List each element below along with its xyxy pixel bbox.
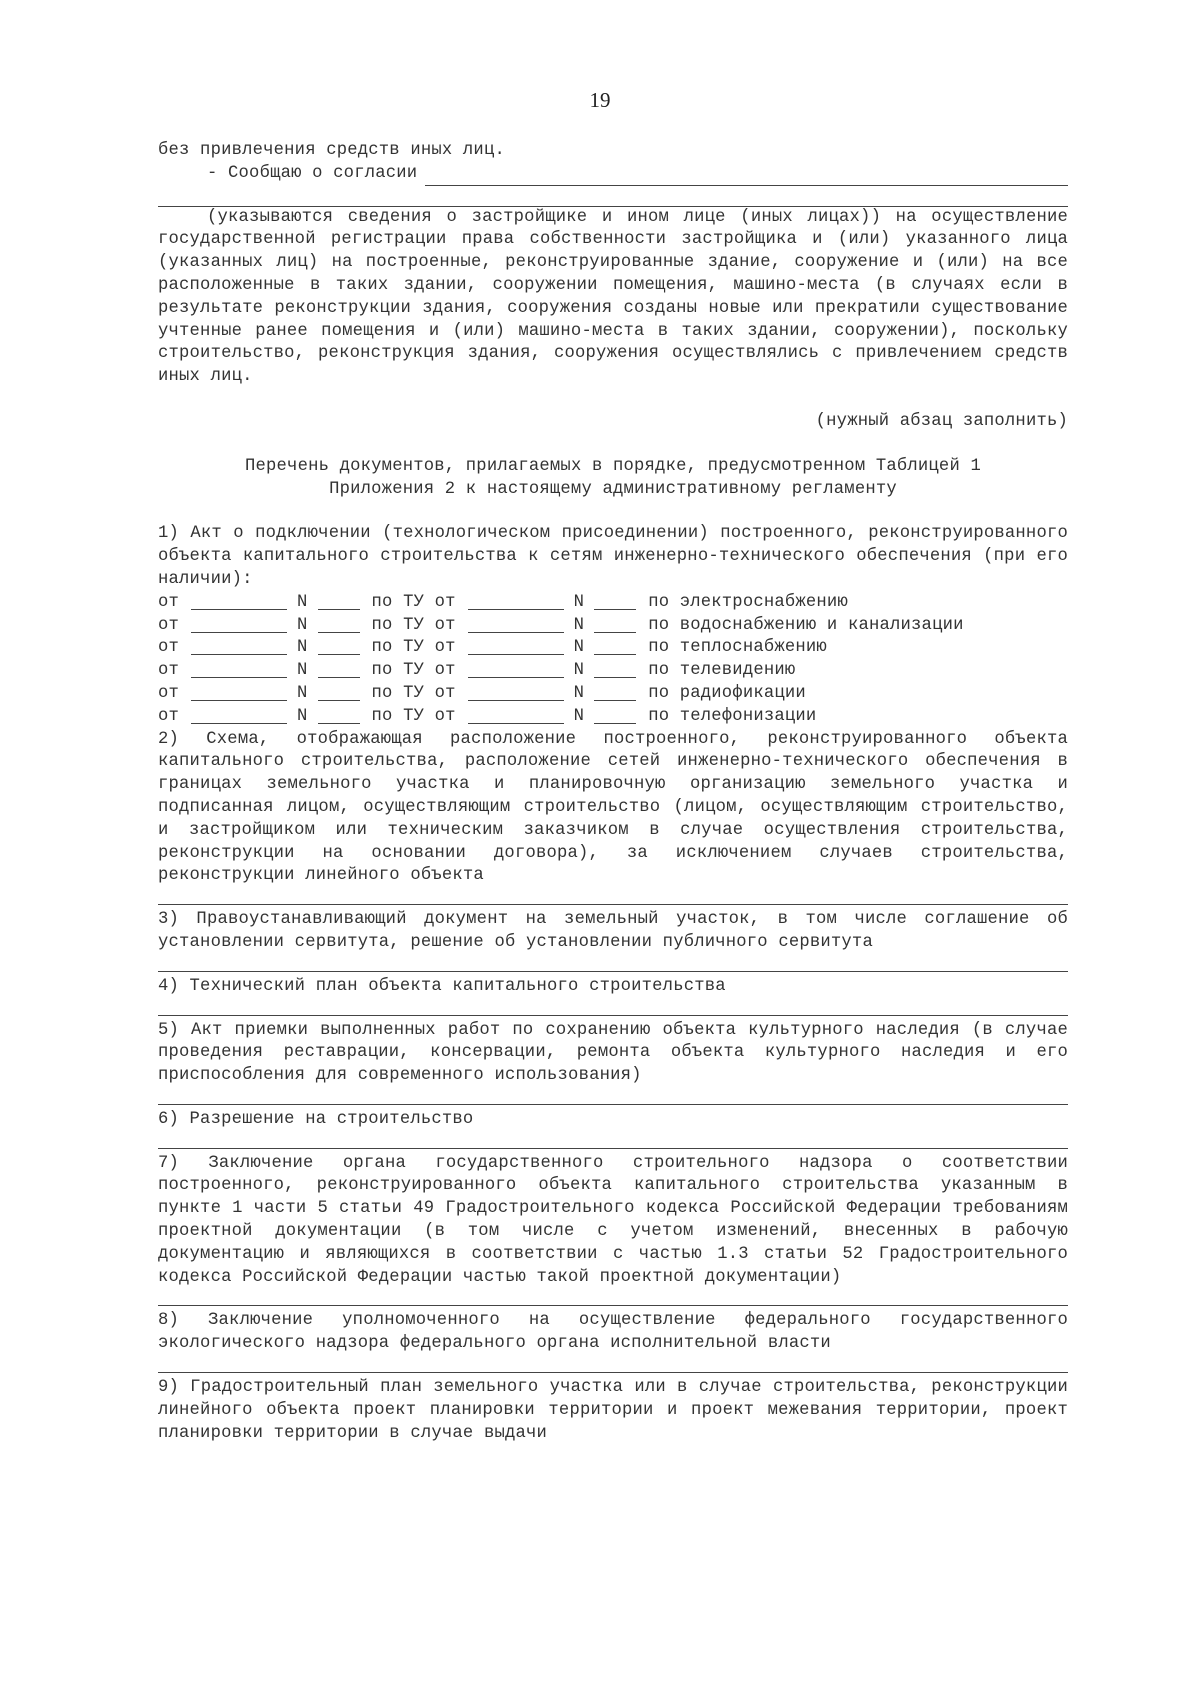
tu-label: по ТУ от xyxy=(371,638,456,658)
tu-row xyxy=(158,637,1068,660)
date-blank xyxy=(191,660,287,678)
tu-row xyxy=(158,592,1068,615)
number-label: N xyxy=(297,592,308,612)
tu-purpose: по теплоснабжению xyxy=(648,638,827,658)
tu-number-label: N xyxy=(573,683,585,703)
tu-date-blank xyxy=(468,615,564,633)
number-blank xyxy=(318,706,360,724)
tu-row-from: от xyxy=(158,661,180,681)
tu-number-label: N xyxy=(573,592,585,612)
number-label: N xyxy=(297,615,308,635)
tu-row xyxy=(158,660,1068,683)
tu-date-blank xyxy=(468,592,564,610)
tu-label: по ТУ от xyxy=(371,592,456,612)
tu-purpose: по телефонизации xyxy=(648,706,817,726)
date-blank xyxy=(191,615,287,633)
page-content xyxy=(158,140,1068,1445)
document-item-6: 6) Разрешение на строительство xyxy=(158,1109,474,1129)
tu-row xyxy=(158,615,1068,638)
separator-line xyxy=(158,1132,1068,1149)
tu-number-blank xyxy=(594,637,636,655)
document-item-2: 2) Схема, отображающая расположение построенного, реконструированного объекта капитального строительства, расположение сетей инженерно-технического обеспечения в границах земельного участка и планировочную организацию земельного участка и подписанная лицом, осуществляющим строительство (лицом, осуществляющим строительство, и застройщиком или техническим заказчиком в случае осуществления строительства, реконструкции на основании договора), за исключением случаев строительства, реконструкции линейного объекта xyxy=(158,729,1068,886)
tu-row xyxy=(158,683,1068,706)
date-blank xyxy=(191,637,287,655)
consent-fill-line xyxy=(425,168,1068,186)
number-label: N xyxy=(297,683,308,703)
tu-number-blank xyxy=(594,660,636,678)
separator-line xyxy=(158,888,1068,905)
consent-note: (указываются сведения о застройщике и ином лице (иных лицах)) на осуществление государственной регистрации права собственности застройщика и (или) указанного лица (указанных лиц) на построенные, реконструированные здание, сооружение и (или) на все расположенные в таких здании, сооружении помещения, машино-места (в случаях если в результате реконструкции здания, сооружения созданы новые или прекратили существование учтенные ранее помещения и (или) машино-места в таких здании, сооружении), поскольку строительство, реконструкция здания, сооружения осуществлялись с привлечением средств иных лиц. xyxy=(158,207,1068,387)
tu-purpose: по электроснабжению xyxy=(648,592,848,612)
tu-number-blank xyxy=(594,615,636,633)
date-blank xyxy=(191,683,287,701)
number-blank xyxy=(318,683,360,701)
tu-date-blank xyxy=(468,637,564,655)
separator-line xyxy=(158,1088,1068,1105)
tu-number-blank xyxy=(594,592,636,610)
tu-purpose: по радиофикации xyxy=(648,683,806,703)
tu-number-label: N xyxy=(573,706,585,726)
list-heading-line-2: Приложения 2 к настоящему административному регламенту xyxy=(329,479,897,499)
tu-row xyxy=(158,706,1068,729)
document-item-1: 1) Акт о подключении (технологическом присоединении) построенного, реконструированного объекта капитального строительства к сетям инженерно-технического обеспечения (при его наличии): xyxy=(158,524,1068,589)
tu-label: по ТУ от xyxy=(371,661,456,681)
list-heading-line-1: Перечень документов, прилагаемых в порядке, предусмотренном Таблицей 1 xyxy=(245,456,981,476)
tu-date-blank xyxy=(468,706,564,724)
tu-purpose: по телевидению xyxy=(648,661,796,681)
separator-line xyxy=(158,999,1068,1016)
document-item-3: 3) Правоустанавливающий документ на земельный участок, в том числе соглашение об установлении сервитута, решение об установлении публичного сервитута xyxy=(158,910,1068,952)
tu-date-blank xyxy=(468,683,564,701)
tu-label: по ТУ от xyxy=(371,706,456,726)
tu-label: по ТУ от xyxy=(371,615,456,635)
tu-number-blank xyxy=(594,683,636,701)
tu-row-from: от xyxy=(158,683,180,703)
document-item-9: 9) Градостроительный план земельного участка или в случае строительства, реконструкции линейного объекта проект планировки территории и проект межевания территории, проект планировки территории в случае выдачи xyxy=(158,1378,1068,1443)
tu-number-label: N xyxy=(573,615,585,635)
tu-row-from: от xyxy=(158,592,180,612)
document-item-8: 8) Заключение уполномоченного на осуществление федерального государственного экологического надзора федерального органа исполнительной власти xyxy=(158,1311,1068,1354)
tu-date-blank xyxy=(468,660,564,678)
tu-rows xyxy=(158,592,1068,729)
intro-line: без привлечения средств иных лиц. xyxy=(158,141,505,160)
number-label: N xyxy=(297,706,308,726)
date-blank xyxy=(191,592,287,610)
consent-label: - Сообщаю о согласии xyxy=(207,163,418,183)
page-number: 19 xyxy=(589,88,611,112)
tu-purpose: по водоснабжению и канализации xyxy=(648,615,964,635)
tu-number-blank xyxy=(594,706,636,724)
number-blank xyxy=(318,615,360,633)
separator-line xyxy=(158,1356,1068,1373)
tu-row-from: от xyxy=(158,615,180,635)
number-blank xyxy=(318,660,360,678)
document-item-5: 5) Акт приемки выполненных работ по сохранению объекта культурного наследия (в случае проведения реставрации, консервации, ремонта объекта культурного наследия и его приспособления для современного использования) xyxy=(158,1020,1068,1086)
number-label: N xyxy=(297,661,308,681)
tu-number-label: N xyxy=(573,638,585,658)
tu-row-from: от xyxy=(158,638,180,658)
consent-fill-line-2 xyxy=(158,186,1068,207)
tu-row-from: от xyxy=(158,706,180,726)
number-label: N xyxy=(297,638,308,658)
fill-note: (нужный абзац заполнить) xyxy=(815,411,1068,431)
date-blank xyxy=(191,706,287,724)
number-blank xyxy=(318,592,360,610)
separator-line xyxy=(158,1289,1068,1306)
tu-number-label: N xyxy=(573,661,585,681)
consent-line xyxy=(158,163,1068,186)
document-item-4: 4) Технический план объекта капитального строительства xyxy=(158,976,726,996)
document-item-7: 7) Заключение органа государственного строительного надзора о соответствии построенного, реконструированного объекта капитального строительства указанным в пункте 1 части 5 статьи 49 Градостроительного кодекса Российской Федерации требованиям проектной документации (в том числе с учетом изменений, внесенных в рабочую документацию и являющихся в соответствии с частью 1.3 статьи 52 Градостроительного кодекса Российской Федерации частью такой проектной документации) xyxy=(158,1153,1068,1287)
separator-line xyxy=(158,955,1068,972)
tu-label: по ТУ от xyxy=(371,683,456,703)
number-blank xyxy=(318,637,360,655)
